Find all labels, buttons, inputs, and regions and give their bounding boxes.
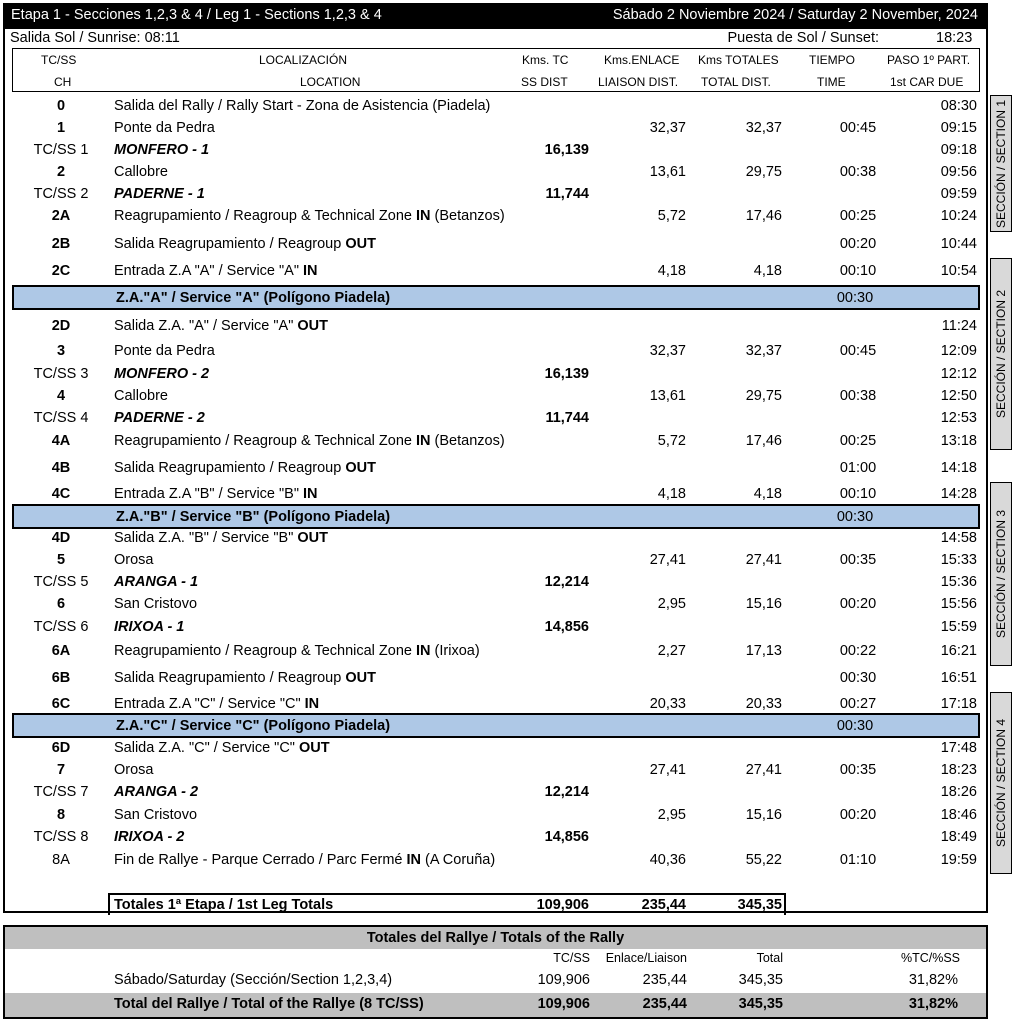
first-car-due: 15:33 (940, 552, 977, 568)
control-row (5, 484, 985, 506)
total-distance: 32,37 (745, 343, 782, 359)
time-cell: 00:27 (839, 696, 877, 712)
stage-row (5, 617, 985, 639)
first-car-due: 14:18 (940, 460, 977, 476)
liaison-distance: 4,18 (657, 263, 686, 279)
liaison-distance: 4,18 (657, 486, 686, 502)
stage-row (5, 572, 985, 594)
location-direction: IN (416, 433, 431, 449)
time-cell: 00:22 (839, 643, 877, 659)
control-code: 4A (51, 433, 71, 449)
location-direction: IN (416, 643, 431, 659)
location-cell: ARANGA - 1 (114, 574, 199, 590)
location-direction: IN (406, 852, 422, 868)
service-zone-label: Z.A."C" / Service "C" (Polígono Piadela) (116, 718, 391, 734)
control-code: 6A (51, 643, 71, 659)
first-car-due: 08:30 (940, 98, 977, 114)
section-label-3: SECCIÓN / SECTION 3 (994, 509, 1008, 639)
stage-row (5, 827, 985, 849)
location-suffix: (Irixoa) (430, 643, 480, 659)
liaison-distance: 2,95 (657, 596, 686, 612)
liaison-distance: 5,72 (657, 433, 686, 449)
header-du-1: PASO 1º PART. (887, 53, 971, 67)
total-distance: 29,75 (745, 164, 782, 180)
stage-row (5, 184, 985, 206)
first-car-due: 18:26 (940, 784, 977, 800)
saturday-total: 345,35 (738, 972, 783, 988)
location-cell: San Cristovo (114, 596, 198, 612)
section-tab-1 (990, 95, 1012, 232)
header-ti-2: TIME (817, 75, 846, 89)
control-row (5, 458, 985, 480)
control-row (5, 96, 985, 118)
location-cell (114, 486, 318, 502)
time-cell: 00:45 (839, 343, 877, 359)
control-code: TC/SS 3 (33, 366, 89, 382)
header-ch-2: CH (54, 75, 72, 89)
first-car-due: 19:59 (940, 852, 977, 868)
ss-distance: 14,856 (544, 619, 589, 635)
location-text: Salida Z.A. "A" / Service "A" (114, 318, 298, 334)
ss-distance: 12,214 (544, 784, 589, 800)
control-row (5, 341, 985, 363)
liaison-distance: 2,95 (657, 807, 686, 823)
liaison-distance: 20,33 (649, 696, 686, 712)
time-cell: 01:10 (839, 852, 877, 868)
location-cell (114, 670, 376, 686)
first-car-due: 17:48 (940, 740, 977, 756)
header-du-2: 1st CAR DUE (890, 75, 964, 89)
control-code: 2D (51, 318, 71, 334)
control-row (5, 550, 985, 572)
time-cell: 00:25 (839, 433, 877, 449)
control-code: 6B (51, 670, 71, 686)
control-row (5, 162, 985, 184)
location-cell: Salida del Rally / Rally Start - Zona de Asistencia (Piadela) (114, 98, 491, 114)
location-direction: IN (303, 263, 318, 279)
location-cell (114, 696, 319, 712)
location-cell (114, 433, 505, 449)
section-tab-3 (990, 482, 1012, 666)
location-cell: IRIXOA - 1 (114, 619, 185, 635)
control-code: 8A (52, 852, 70, 868)
first-car-due: 09:18 (940, 142, 977, 158)
time-cell: 00:45 (839, 120, 877, 136)
control-code: 0 (56, 98, 66, 114)
location-direction: OUT (345, 236, 376, 252)
location-cell: ARANGA - 2 (114, 784, 199, 800)
control-code: TC/SS 8 (33, 829, 89, 845)
leg-totals-total: 345,35 (737, 897, 782, 913)
total-distance: 17,13 (745, 643, 782, 659)
rally-header-total: Total (756, 951, 783, 965)
location-cell (114, 236, 376, 252)
first-car-due: 10:54 (940, 263, 977, 279)
location-text: Salida Reagrupamiento / Reagroup (114, 236, 346, 252)
section-label-1: SECCIÓN / SECTION 1 (994, 99, 1008, 228)
first-car-due: 12:50 (940, 388, 977, 404)
liaison-distance: 2,27 (657, 643, 686, 659)
total-distance: 29,75 (745, 388, 782, 404)
total-distance: 55,22 (745, 852, 782, 868)
first-car-due: 14:28 (940, 486, 977, 502)
time-cell: 00:20 (839, 236, 877, 252)
control-row (5, 594, 985, 616)
location-cell: MONFERO - 1 (114, 142, 210, 158)
ss-distance: 11,744 (545, 186, 589, 202)
location-cell: Callobre (114, 164, 168, 180)
liaison-distance: 32,37 (649, 343, 686, 359)
leg-totals-liaison: 235,44 (641, 897, 686, 913)
control-row (5, 760, 985, 782)
first-car-due: 15:56 (940, 596, 977, 612)
column-header (12, 48, 980, 92)
location-text: Reagrupamiento / Reagroup & Technical Zone (114, 643, 417, 659)
first-car-due: 09:15 (940, 120, 977, 136)
first-car-due: 10:24 (940, 208, 977, 224)
total-distance: 15,16 (745, 807, 782, 823)
first-car-due: 16:51 (940, 670, 977, 686)
location-cell (114, 460, 376, 476)
first-car-due: 12:53 (940, 410, 977, 426)
title-bar (3, 3, 988, 29)
service-zone-label: Z.A."A" / Service "A" (Polígono Piadela) (116, 290, 391, 306)
control-code: 2C (51, 263, 71, 279)
total-distance: 17,46 (745, 433, 782, 449)
location-direction: OUT (297, 530, 328, 546)
stage-row (5, 364, 985, 386)
control-code: TC/SS 1 (33, 142, 89, 158)
section-tab-2 (990, 258, 1012, 450)
leg-totals-row (108, 893, 786, 915)
location-cell: PADERNE - 2 (114, 410, 205, 426)
ss-distance: 16,139 (544, 142, 589, 158)
ss-distance: 16,139 (544, 366, 589, 382)
first-car-due: 15:36 (940, 574, 977, 590)
time-cell: 00:20 (839, 596, 877, 612)
first-car-due: 18:49 (940, 829, 977, 845)
control-row (5, 206, 985, 228)
location-text: Salida Reagrupamiento / Reagroup (114, 670, 346, 686)
section-label-2: SECCIÓN / SECTION 2 (994, 289, 1008, 419)
time-cell: 00:20 (839, 807, 877, 823)
location-text: Reagrupamiento / Reagroup & Technical Zone (114, 208, 417, 224)
header-loc-1: LOCALIZACIÓN (259, 53, 348, 67)
sunset-label: Puesta de Sol / Sunset: (727, 30, 879, 46)
location-direction: OUT (298, 740, 330, 756)
control-code: 3 (56, 343, 66, 359)
location-direction: OUT (345, 460, 376, 476)
first-car-due: 09:56 (940, 164, 977, 180)
control-row (5, 641, 985, 663)
header-ti-1: TIEMPO (809, 53, 856, 67)
saturday-label: Sábado/Saturday (Sección/Section 1,2,3,4) (114, 972, 393, 988)
time-cell: 00:38 (839, 164, 877, 180)
location-suffix: (Betanzos) (430, 208, 505, 224)
header-li-1: Kms.ENLACE (604, 53, 680, 67)
saturday-tc: 109,906 (537, 972, 590, 988)
liaison-distance: 32,37 (649, 120, 686, 136)
first-car-due: 11:24 (941, 318, 977, 334)
control-code: 6C (51, 696, 71, 712)
liaison-distance: 5,72 (657, 208, 686, 224)
control-code: 7 (56, 762, 66, 778)
ss-distance: 14,856 (544, 829, 589, 845)
control-row (5, 316, 985, 338)
control-row (5, 261, 985, 283)
header-to-1: Kms TOTALES (698, 53, 779, 67)
control-row (5, 386, 985, 408)
header-to-2: TOTAL DIST. (701, 75, 771, 89)
location-suffix: (Betanzos) (430, 433, 505, 449)
location-cell (114, 263, 318, 279)
rally-total-liaison: 235,44 (642, 996, 687, 1012)
service-zone-time: 00:30 (836, 290, 874, 306)
control-code: 2A (51, 208, 71, 224)
location-cell (114, 740, 330, 756)
control-code: TC/SS 4 (33, 410, 89, 426)
total-distance: 4,18 (753, 486, 782, 502)
header-tc-2: SS DIST (521, 75, 568, 89)
rally-total-total: 345,35 (738, 996, 783, 1012)
location-cell (114, 530, 328, 546)
time-cell: 00:10 (839, 263, 877, 279)
location-cell (114, 208, 505, 224)
location-text: Salida Reagrupamiento / Reagroup (114, 460, 346, 476)
location-cell: PADERNE - 1 (114, 186, 205, 202)
control-code: 8 (56, 807, 66, 823)
control-code: 1 (56, 120, 66, 136)
location-cell (114, 318, 328, 334)
control-code: TC/SS 6 (33, 619, 89, 635)
location-cell (114, 643, 480, 659)
time-cell: 01:00 (839, 460, 877, 476)
rally-totals-title: Totales del Rallye / Totals of the Rally (5, 927, 986, 949)
service-zone-row (12, 285, 980, 310)
control-row (5, 805, 985, 827)
stage-row (5, 408, 985, 430)
total-distance: 27,41 (745, 552, 782, 568)
stage-row (5, 140, 985, 162)
sunrise-label: Salida Sol / Sunrise: 08:11 (10, 30, 180, 46)
rally-total-label: Total del Rallye / Total of the Rallye (8 TC/SS) (114, 996, 424, 1012)
sunset-value: 18:23 (936, 30, 973, 46)
date-title: Sábado 2 Noviembre 2024 / Saturday 2 November, 2024 (612, 7, 978, 23)
first-car-due: 16:21 (940, 643, 977, 659)
time-cell: 00:38 (839, 388, 877, 404)
first-car-due: 12:09 (940, 343, 977, 359)
rally-total-pct: 31,82% (908, 996, 958, 1012)
ss-distance: 11,744 (545, 410, 589, 426)
time-cell: 00:30 (839, 670, 877, 686)
location-direction: IN (304, 696, 320, 712)
first-car-due: 15:59 (940, 619, 977, 635)
control-code: TC/SS 5 (33, 574, 89, 590)
location-direction: OUT (345, 670, 376, 686)
location-direction: IN (416, 208, 431, 224)
leg-totals-label: Totales 1ª Etapa / 1st Leg Totals (114, 897, 334, 913)
leg-totals-tc: 109,906 (536, 897, 589, 913)
liaison-distance: 13,61 (649, 388, 686, 404)
control-code: 5 (56, 552, 66, 568)
service-zone-time: 00:30 (836, 509, 874, 525)
first-car-due: 13:18 (940, 433, 977, 449)
ss-distance: 12,214 (544, 574, 589, 590)
location-text: Entrada Z.A "C" / Service "C" (114, 696, 305, 712)
control-code: 4D (51, 530, 71, 546)
location-cell: MONFERO - 2 (114, 366, 210, 382)
time-cell: 00:35 (839, 552, 877, 568)
control-code: 2 (56, 164, 66, 180)
control-code: 4 (56, 388, 66, 404)
location-text: Reagrupamiento / Reagroup & Technical Zone (114, 433, 417, 449)
leg-title: Etapa 1 - Secciones 1,2,3 & 4 / Leg 1 - Sections 1,2,3 & 4 (11, 7, 382, 23)
time-cell: 00:25 (839, 208, 877, 224)
total-distance: 27,41 (745, 762, 782, 778)
header-loc-2: LOCATION (300, 75, 361, 89)
service-zone-row (12, 504, 980, 529)
total-distance: 15,16 (745, 596, 782, 612)
first-car-due: 09:59 (940, 186, 977, 202)
first-car-due: 18:23 (940, 762, 977, 778)
service-zone-row (12, 713, 980, 738)
header-li-2: LIAISON DIST. (598, 75, 679, 89)
location-cell: Ponte da Pedra (114, 120, 215, 136)
header-tc-1: Kms. TC (522, 53, 569, 67)
saturday-liaison: 235,44 (642, 972, 687, 988)
location-cell: Callobre (114, 388, 168, 404)
liaison-distance: 40,36 (649, 852, 686, 868)
location-text: Salida Z.A. "C" / Service "C" (114, 740, 299, 756)
control-code: 4B (51, 460, 71, 476)
location-cell: San Cristovo (114, 807, 198, 823)
service-zone-time: 00:30 (836, 718, 874, 734)
liaison-distance: 27,41 (649, 762, 686, 778)
control-row (5, 668, 985, 690)
rally-grand-total-row (5, 993, 986, 1017)
total-distance: 20,33 (745, 696, 782, 712)
total-distance: 32,37 (745, 120, 782, 136)
control-row (5, 850, 985, 872)
location-direction: OUT (297, 318, 328, 334)
time-cell: 00:35 (839, 762, 877, 778)
rally-header-tc: TC/SS (553, 951, 590, 965)
service-zone-label: Z.A."B" / Service "B" (Polígono Piadela) (116, 509, 391, 525)
header-ch-1: TC/SS (41, 53, 77, 67)
location-text: Entrada Z.A "B" / Service "B" (114, 486, 304, 502)
first-car-due: 12:12 (940, 366, 977, 382)
time-cell: 00:10 (839, 486, 877, 502)
control-code: TC/SS 7 (33, 784, 89, 800)
location-cell: IRIXOA - 2 (114, 829, 185, 845)
control-row (5, 234, 985, 256)
first-car-due: 14:58 (940, 530, 977, 546)
location-text: Entrada Z.A "A" / Service "A" (114, 263, 304, 279)
location-text: Salida Z.A. "B" / Service "B" (114, 530, 298, 546)
section-tab-4 (990, 692, 1012, 874)
control-code: 6D (51, 740, 71, 756)
rally-header-pct: %TC/%SS (900, 951, 960, 965)
control-row (5, 528, 985, 550)
location-cell (114, 852, 495, 868)
location-cell: Ponte da Pedra (114, 343, 215, 359)
control-code: TC/SS 2 (33, 186, 89, 202)
liaison-distance: 13,61 (649, 164, 686, 180)
location-suffix: (A Coruña) (421, 852, 496, 868)
location-cell: Orosa (114, 552, 154, 568)
stage-row (5, 782, 985, 804)
control-code: 2B (51, 236, 71, 252)
first-car-due: 17:18 (940, 696, 977, 712)
first-car-due: 10:44 (940, 236, 977, 252)
location-direction: IN (303, 486, 318, 502)
location-text: Fin de Rallye - Parque Cerrado / Parc Fermé (114, 852, 407, 868)
total-distance: 17,46 (745, 208, 782, 224)
first-car-due: 18:46 (940, 807, 977, 823)
control-row (5, 431, 985, 453)
control-code: 6 (56, 596, 66, 612)
rally-total-tc: 109,906 (537, 996, 590, 1012)
saturday-pct: 31,82% (908, 972, 958, 988)
location-cell: Orosa (114, 762, 154, 778)
control-row (5, 738, 985, 760)
control-code: 4C (51, 486, 71, 502)
rally-header-liaison: Enlace/Liaison (605, 951, 687, 965)
liaison-distance: 27,41 (649, 552, 686, 568)
control-row (5, 118, 985, 140)
section-label-4: SECCIÓN / SECTION 4 (994, 718, 1008, 848)
total-distance: 4,18 (753, 263, 782, 279)
